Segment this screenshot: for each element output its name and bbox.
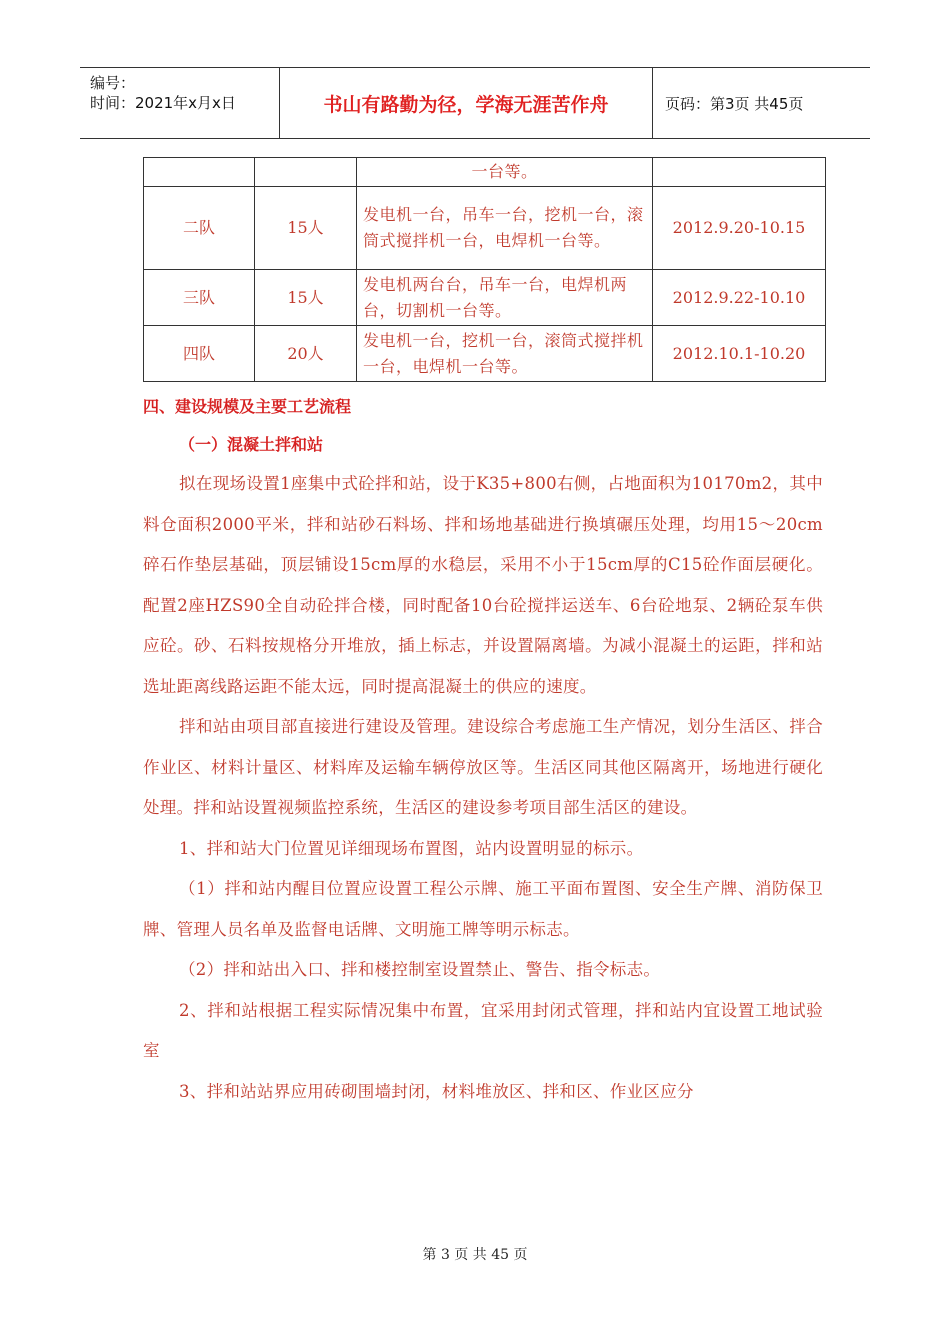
- document-time-label: 时间：2021年x月x日: [90, 94, 236, 112]
- paragraph: 拟在现场设置1座集中式砼拌和站，设于K35+800右侧，占地面积为10170m2，其中料仓面积2000平米，拌和站砂石料场、拌和场地基础进行换填碾压处理，均用15～20cm碎石作垫层基础，顶层铺设15cm厚的水稳层，采用不小于15cm厚的C15砼作面层硬化。配置2座HZS90全自动砼拌合楼，同时配备10台砼搅拌运送车、6台砼地泵、2辆砼泵车供应砼。砂、石料按规格分开堆放，插上标志，并设置隔离墙。为减小混凝土的运距，拌和站选址距离线路运距不能太远，同时提高混凝土的供应的速度。: [143, 474, 823, 696]
- paragraph: 1、拌和站大门位置见详细现场布置图，站内设置明显的标示。: [179, 838, 644, 858]
- section-heading: 四、建设规模及主要工艺流程: [143, 397, 352, 416]
- equipment-cell: 一台等。: [357, 158, 653, 187]
- page-header: [80, 67, 870, 139]
- equipment-cell: 发电机一台，挖机一台，滚筒式搅拌机一台，电焊机一台等。: [357, 326, 653, 382]
- equipment-cell: 发电机一台，吊车一台，挖机一台，滚筒式搅拌机一台，电焊机一台等。: [357, 187, 653, 270]
- period-cell: 2012.9.22-10.10: [653, 270, 826, 326]
- paragraph: 3、拌和站站界应用砖砌围墙封闭，材料堆放区、拌和区、作业区应分: [179, 1081, 694, 1101]
- people-cell: [255, 158, 357, 187]
- paragraph: （1）拌和站内醒目位置应设置工程公示牌、施工平面布置图、安全生产牌、消防保卫牌、管理人员名单及监督电话牌、文明施工牌等明示标志。: [143, 879, 823, 939]
- team-schedule-table: [143, 157, 826, 382]
- people-cell: 15人: [255, 270, 357, 326]
- team-cell: 四队: [144, 326, 255, 382]
- period-cell: 2012.9.20-10.15: [653, 187, 826, 270]
- table-row: [144, 187, 826, 270]
- table-row: [144, 270, 826, 326]
- paragraph: 2、拌和站根据工程实际情况集中布置，宜采用封闭式管理，拌和站内宜设置工地试验室: [143, 1000, 823, 1060]
- header-page-info: 页码：第3页 共45页: [665, 94, 804, 113]
- subsection-heading: （一）混凝土拌和站: [179, 435, 324, 454]
- team-cell: 三队: [144, 270, 255, 326]
- page-footer: 第 3 页 共 45 页: [422, 1247, 528, 1263]
- period-cell: 2012.10.1-10.20: [653, 326, 826, 382]
- period-cell: [653, 158, 826, 187]
- header-meta: [80, 68, 280, 138]
- equipment-cell: 发电机两台台，吊车一台，电焊机两台，切割机一台等。: [357, 270, 653, 326]
- team-cell: [144, 158, 255, 187]
- table-row: [144, 158, 826, 187]
- people-cell: 20人: [255, 326, 357, 382]
- paragraph: （2）拌和站出入口、拌和楼控制室设置禁止、警告、指令标志。: [179, 960, 661, 979]
- document-number-label: 编号：: [90, 74, 136, 92]
- table-row: [144, 326, 826, 382]
- team-cell: 二队: [144, 187, 255, 270]
- header-motto: 书山有路勤为径，学海无涯苦作舟: [280, 68, 653, 138]
- paragraph: 拌和站由项目部直接进行建设及管理。建设综合考虑施工生产情况，划分生活区、拌合作业区、材料计量区、材料库及运输车辆停放区等。生活区同其他区隔离开，场地进行硬化处理。拌和站设置视频监控系统，生活区的建设参考项目部生活区的建设。: [143, 717, 823, 817]
- people-cell: 15人: [255, 187, 357, 270]
- section-content: [143, 388, 823, 1112]
